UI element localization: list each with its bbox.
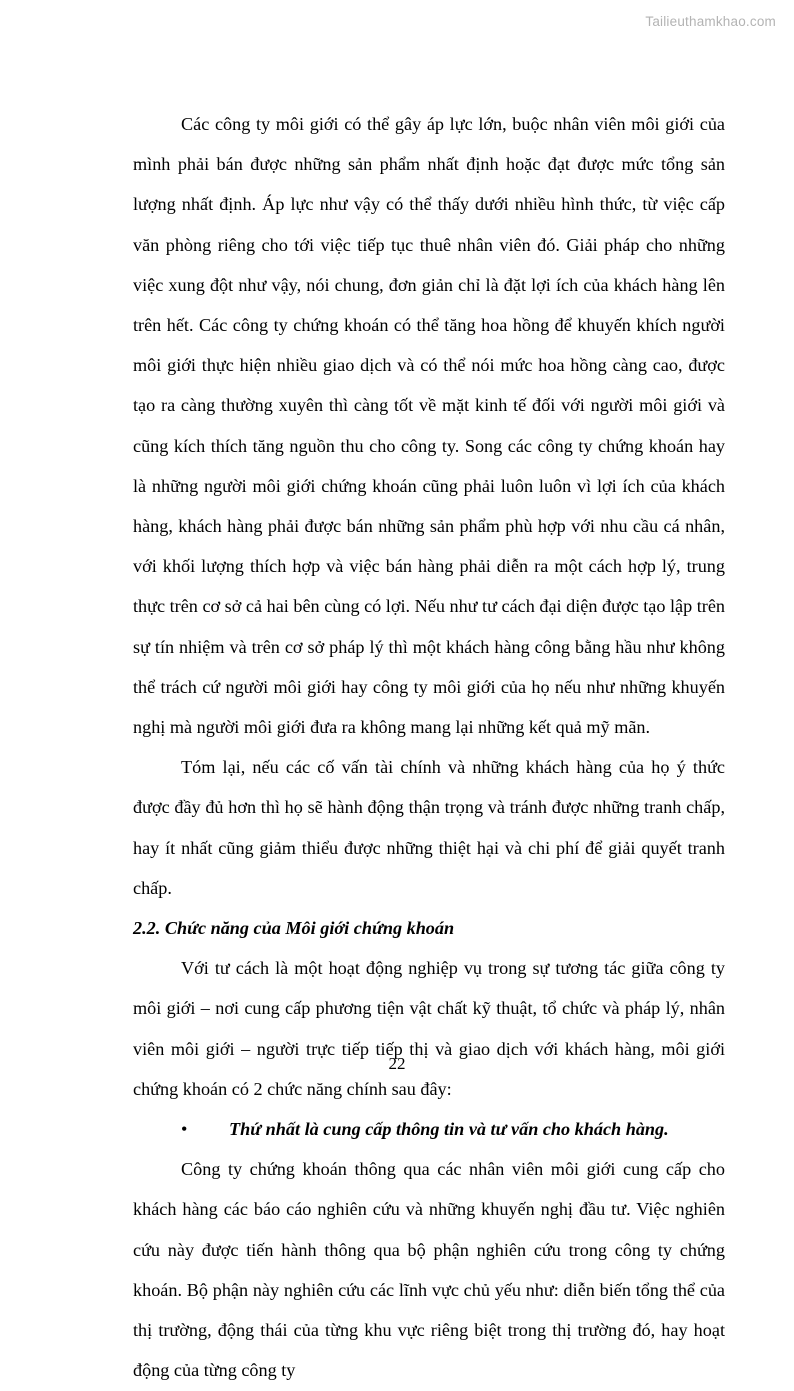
bullet-list: [133, 1109, 725, 1149]
section-heading-2-2: 2.2. Chức năng của Môi giới chứng khoán: [133, 918, 455, 939]
paragraph-2: Tóm lại, nếu các cố vấn tài chính và những khách hàng của họ ý thức được đầy đủ hơn thì họ sẽ hành động thận trọng và tránh được những tranh chấp, hay ít nhất cũng giảm thiểu được những thiệt hại và chi phí để giải quyết tranh chấp.: [133, 757, 725, 898]
watermark-text: Tailieuthamkhao.com: [645, 14, 776, 29]
paragraph-1: Các công ty môi giới có thể gây áp lực lớn, buộc nhân viên môi giới của mình phải bán được những sản phẩm nhất định hoặc đạt được mức tổng sản lượng nhất định. Áp lực như vậy có thể thấy dưới nhiều hình thức, từ việc cấp văn phòng riêng cho tới việc tiếp tục thuê nhân viên đó. Giải pháp cho những việc xung đột như vậy, nói chung, đơn giản chỉ là đặt lợi ích của khách hàng lên trên hết. Các công ty chứng khoán có thể tăng hoa hồng để khuyến khích người môi giới thực hiện nhiều giao dịch và có thể nói mức hoa hồng càng cao, được tạo ra càng thường xuyên thì càng tốt về mặt kinh tế đối với người môi giới và cũng kích thích tăng nguồn thu cho công ty. Song các công ty chứng khoán hay là những người môi giới chứng khoán cũng phải luôn luôn vì lợi ích của khách hàng, khách hàng phải được bán những sản phẩm phù hợp với nhu cầu cá nhân, với khối lượng thích hợp và việc bán hàng phải diễn ra một cách hợp lý, trung thực trên cơ sở cả hai bên cùng có lợi. Nếu như tư cách đại diện được tạo lập trên sự tín nhiệm và trên cơ sở pháp lý thì một khách hàng công bằng hầu như không thể trách cứ người môi giới hay công ty môi giới của họ nếu như những khuyến nghị mà người môi giới đưa ra không mang lại những kết quả mỹ mãn.: [133, 114, 725, 738]
list-item: [133, 1109, 725, 1149]
page-number: 22: [388, 1054, 406, 1073]
paragraph-4: Công ty chứng khoán thông qua các nhân viên môi giới cung cấp cho khách hàng các báo cáo nghiên cứu và những khuyến nghị đầu tư. Việc nghiên cứu này được tiến hành thông qua bộ phận nghiên cứu trong công ty chứng khoán. Bộ phận này nghiên cứu các lĩnh vực chủ yếu như: diễn biến tổng thể của thị trường, động thái của từng khu vực riêng biệt trong thị trường đó, hay hoạt động của từng công ty: [133, 1159, 725, 1381]
page-content: [133, 104, 725, 1391]
list-item-label: Thứ nhất là cung cấp thông tin và tư vấn cho khách hàng.: [229, 1119, 669, 1140]
paragraph-3: Với tư cách là một hoạt động nghiệp vụ trong sự tương tác giữa công ty môi giới – nơi cung cấp phương tiện vật chất kỹ thuật, tổ chức và pháp lý, nhân viên môi giới – người trực tiếp tiếp thị và giao dịch với khách hàng, môi giới chứng khoán có 2 chức năng chính sau đây:: [133, 958, 725, 1099]
bullet-dot-icon: •: [181, 1119, 188, 1140]
